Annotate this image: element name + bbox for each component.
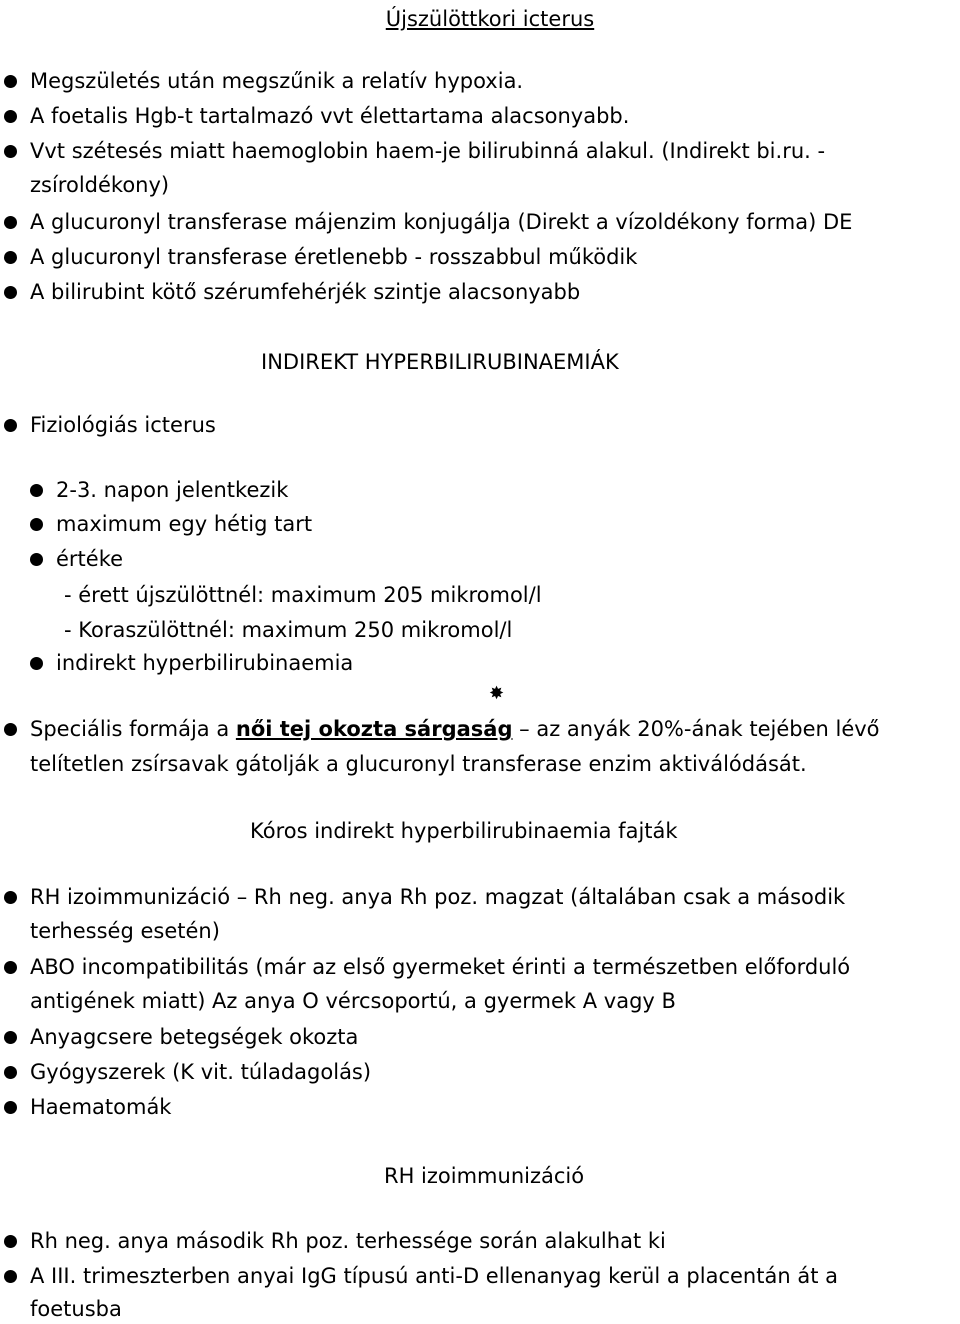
fiz-sub-2: - Koraszülöttnél: maximum 250 mikromol/l [64, 618, 513, 642]
section-heading-rh: RH izoimmunizáció [384, 1164, 585, 1188]
rh-item-2-cont: foetusba [30, 1297, 122, 1321]
bullet-dot [4, 110, 17, 123]
bullet-dot [4, 1270, 17, 1283]
fiz-item-3: értéke [56, 547, 124, 571]
bullet-dot [30, 553, 43, 566]
fiz-item-1: 2-3. napon jelentkezik [56, 478, 289, 502]
fiz-sub-1: - érett újszülöttnél: maximum 205 mikromol/l [64, 583, 542, 607]
koros-item-3: Anyagcsere betegségek okozta [30, 1025, 359, 1049]
bullet-dot [4, 723, 17, 736]
bullet-dot [4, 891, 17, 904]
bullet-dot [4, 145, 17, 158]
page-title: Újszülöttkori icterus [385, 7, 595, 31]
star-icon: ✸ [489, 683, 505, 704]
bullet-dot [4, 961, 17, 974]
bullet-dot [4, 286, 17, 299]
intro-bullet-3: Vvt szétesés miatt haemoglobin haem-je bilirubinná alakul. (Indirekt bi.ru. - [30, 139, 826, 163]
special-form-line-1 [30, 714, 880, 744]
fiz-item-2: maximum egy hétig tart [56, 512, 313, 536]
intro-bullet-1: Megszületés után megszűnik a relatív hypoxia. [30, 69, 524, 93]
special-post: – az anyák 20%-ának tejében lévő [512, 717, 880, 741]
rh-item-1: Rh neg. anya második Rh poz. terhessége során alakulhat ki [30, 1229, 666, 1253]
bullet-dot [4, 419, 17, 432]
special-bold: női tej okozta sárgaság [235, 717, 513, 741]
intro-bullet-5: A glucuronyl transferase éretlenebb - rosszabbul működik [30, 245, 638, 269]
bullet-dot [30, 518, 43, 531]
koros-item-2-cont: antigének miatt) Az anya O vércsoportú, a gyermek A vagy B [30, 989, 676, 1013]
special-form-line-2: telítetlen zsírsavak gátolják a glucuronyl transferase enzim aktiválódását. [30, 752, 807, 776]
intro-bullet-2: A foetalis Hgb-t tartalmazó vvt élettartama alacsonyabb. [30, 104, 630, 128]
intro-bullet-3-cont: zsíroldékony) [30, 173, 170, 197]
fiziologias-icterus: Fiziológiás icterus [30, 413, 216, 437]
rh-item-2: A III. trimeszterben anyai IgG típusú anti-D ellenanyag kerül a placentán át a [30, 1264, 838, 1288]
bullet-dot [4, 216, 17, 229]
intro-bullet-6: A bilirubint kötő szérumfehérjék szintje alacsonyabb [30, 280, 581, 304]
bullet-dot [4, 251, 17, 264]
koros-item-5: Haematomák [30, 1095, 172, 1119]
fiz-item-4: indirekt hyperbilirubinaemia [56, 651, 354, 675]
koros-item-2: ABO incompatibilitás (már az első gyermeket érinti a természetben előforduló [30, 955, 851, 979]
bullet-dot [4, 1031, 17, 1044]
koros-item-1-cont: terhesség esetén) [30, 919, 220, 943]
bullet-dot [30, 484, 43, 497]
special-pre: Speciális formája a [30, 717, 236, 741]
bullet-dot [4, 1101, 17, 1114]
bullet-dot [30, 657, 43, 670]
section-heading-koros: Kóros indirekt hyperbilirubinaemia fajták [250, 819, 678, 843]
section-heading-indirekt: INDIREKT HYPERBILIRUBINAEMIÁK [261, 350, 619, 374]
koros-item-1: RH izoimmunizáció – Rh neg. anya Rh poz. magzat (általában csak a második [30, 885, 846, 909]
intro-bullet-4: A glucuronyl transferase májenzim konjugálja (Direkt a vízoldékony forma) DE [30, 210, 853, 234]
bullet-dot [4, 1066, 17, 1079]
bullet-dot [4, 1235, 17, 1248]
bullet-dot [4, 75, 17, 88]
koros-item-4: Gyógyszerek (K vit. túladagolás) [30, 1060, 372, 1084]
